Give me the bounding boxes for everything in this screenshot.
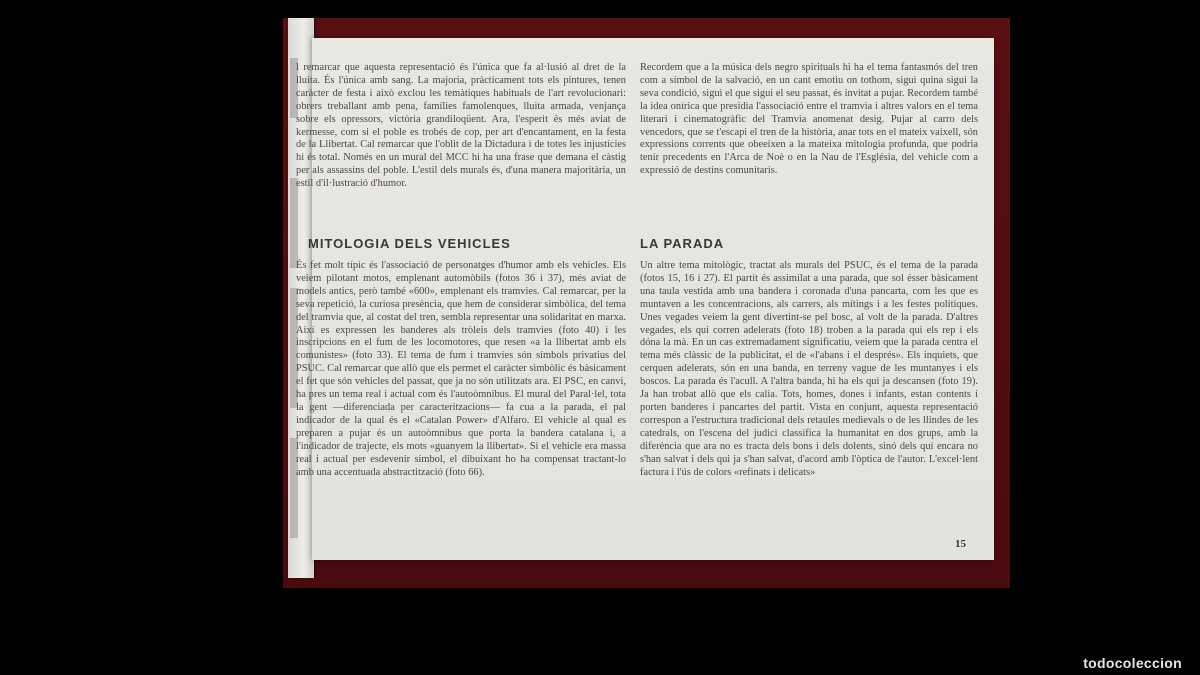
left-section-heading: MITOLOGIA DELS VEHICLES [308,236,511,251]
right-column-body-text [640,260,978,479]
right-column-top-text [640,62,978,178]
left-paragraph-top: l remarcar que aquesta representació és l'única que fa al·lusió al dret de la lluita. És l'única amb sang. La majoria, pràcticament tots els pintures, tenen caràcter de festa i això exclou les temàtiques habituals de l'art revolucionari: obrers treballant amb pena, famílies famolenques, lluita armada, venjança sobre els opressors, victòria grandiloqüent. Ara, l'esperit és més aviat de kermesse, com si el poble es trobés de cop, per art d'encantament, en la festa de la Llibertat. Cal remarcar que l'oblit de la Dictadura i de totes les injustícies hi és total. Només en un mural del MCC hi ha una frase que demana el càstig per als assassins del poble. L'estil dels murals és, d'una manera majoritària, un estil d'il·lustració d'humor. [296,62,626,190]
left-paragraph-body: És fet molt típic és l'associació de personatges d'humor amb els vehicles. Els veiem pilotant motos, emplenant automòbils (fotos 36 i 37), més aviat de models antics, però també «600», emplenant els tramvies. Cal remarcar, per la seva repetició, la curiosa presència, que hem de considerar simbòlica, del tema del tramvia que, al costat del tren, sembla representar una solidaritat en marxa. Així es expressen les banderes als tròleis dels tramvies (foto 40) i les inscripcions en el fum de les locomotores, que resen «a la llibertat amb els comunistes» (foto 33). El tema de fum i tramvies són símbols privatius del PSUC. Cal remarcar que allò que els permet el caràcter simbòlic és bàsicament el fet que són vehicles del passat, que ja no són utilitzats ara. El PSC, en canvi, ha pres un tema real i actual com és l'autoòmnibus. El mural del Paral·lel, tota la gent —diferenciada per caracteritzacions— fa cua a la parada, el pal indicador de la qual és el «Catalan Power» d'Alfaro. El vehicle al qual es preparen a pujar és un autoòmnibus que porta la bandera catalana i, a l'indicador de trajecte, els mots «guanyem la llibertat». Si el vehicle era massa real i actual per esdevenir símbol, el dibuixant ho ha compensat tractant-lo amb una accentuada abstractització (foto 66). [296,260,626,478]
right-paragraph-top: Recordem que a la música dels negro spirituals hi ha el tema fantasmós del tren com a símbol de la salvació, en un cant emotiu on tothom, sigui quina sigui la seva condició, sigui el que sigui el seu passat, és invitat a pujar. Recordem també la idea onírica que presidia l'associació entre el tramvia i altres valors en el tema literari i cinematogràfic del Tramvia anomenat desig. Pujar al carro dels vencedors, que se t'escapi el tren de la història, anar tots en el mateix vaixell, són expressions corrents que obeeixen a la mateixa mitologia profunda, que podria tenir precedents en l'Arca de Noè o en la Nau de l'Església, del vehicle com a expressió de destins comunitaris. [640,62,978,177]
right-paragraph-body: Un altre tema mitològic, tractat als murals del PSUC, és el tema de la parada (fotos 15, 16 i 27). El partit és assimilat a una parada, que sol ésser bàsicament una taula vestida amb una bandera i coronada d'una pancarta, com les que es muntaven a les concentracions, als carrers, als mítings i a les festes polítiques. Unes vegades veiem la gent divertint-se pel bosc, al volt de la parada. D'altres vegades, els qui corren adelerats (foto 18) troben a la parada qui els rep i els dóna la mà. En un cas extremadament significatiu, veiem que la parada centra el tema més clàssic de la publicitat, el de «l'abans i el després». Els inquiets, que cerquen adelerats, són en una banda, en terreny vague de les muntanyes i els boscos. La parada és l'acull. A l'altra banda, hi ha els qui ja descansen (foto 19). Ja han trobat allò que els calia. Tots, homes, dones i infants, estan contents i porten banderes i pancartes del partit. Vista en conjunt, aquesta representació correspon a l'estructura tradicional dels retaules medievals o de les llindes de les catedrals, on l'escena del judici classifica la humanitat en dos grups, amb la diferència que ara no es tracta dels bons i dels dolents, sinó dels qui encara no s'han salvat i dels qui ja s'han salvat, d'acord amb l'òptica de l'autor. L'excel·lent factura i l'ús de colors «refinats i delicats» [640,260,978,478]
print-smudge [290,178,298,268]
page-number: 15 [955,538,966,550]
book-page [296,38,994,560]
right-section-heading: LA PARADA [640,236,725,251]
watermark-logo: todocoleccion [1083,655,1182,671]
left-column-top-text [296,62,626,191]
left-column-body-text [296,260,626,479]
